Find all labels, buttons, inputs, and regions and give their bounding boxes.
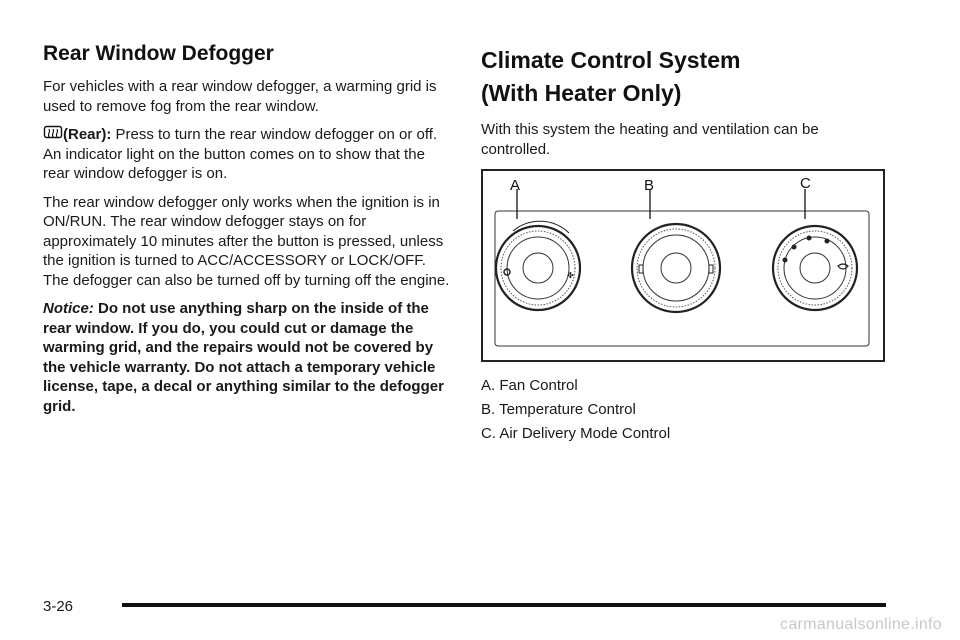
watermark: carmanualsonline.info (780, 616, 942, 633)
svg-text:✤: ✤ (567, 271, 574, 280)
section-heading-climate-line2: (With Heater Only) (481, 80, 682, 106)
notice-body: Do not use anything sharp on the inside of the rear window. If you do, you could cut or damage the warming grid, and the repairs would not be covered by the vehicle warranty. Do not attach a temporary vehicle license, tape, a decal or anything similar to the defogger grid. (43, 300, 444, 415)
right-column (481, 44, 891, 448)
footer-rule (122, 603, 886, 607)
legend-item-temperature: B. Temperature Control (481, 401, 636, 418)
section-heading-rear-defogger: Rear Window Defogger (43, 42, 274, 65)
air-delivery-mode-knob (773, 189, 857, 310)
defogger-intro: For vehicles with a rear window defogger, a warming grid is used to remove fog from the rear window. (43, 78, 437, 115)
rear-defogger-icon (43, 125, 63, 141)
fan-control-knob (496, 189, 580, 310)
figure-label-a: A (510, 177, 521, 194)
figure-label-b: B (644, 177, 655, 194)
climate-control-figure (481, 169, 885, 362)
left-column (43, 42, 451, 425)
defogger-ignition-paragraph: The rear window defogger only works when the ignition is in ON/RUN. The rear window defogger stays on for approximately 10 minutes after the button is pressed, unless the ignition is turned to ACC/ACCESSORY or LOCK/OFF. The defogger can also be turned off by turning off the engine. (43, 193, 450, 289)
notice-lead: Notice: (43, 300, 94, 317)
climate-intro: With this system the heating and ventilation can be controlled. (481, 121, 819, 158)
page-number: 3-26 (43, 598, 74, 615)
legend-item-air-delivery: C. Air Delivery Mode Control (481, 425, 671, 442)
temperature-control-knob (632, 189, 720, 312)
defogger-notice (43, 299, 451, 416)
climate-control-illustration (483, 171, 883, 360)
section-heading-climate-line1: Climate Control System (481, 47, 741, 73)
figure-legend (481, 376, 891, 444)
defogger-button-description: Press to turn the rear window defogger on or off. An indicator light on the button comes on to show that the rear window defogger is on. (43, 126, 438, 182)
defogger-button-paragraph (43, 125, 451, 184)
legend-item-fan: A. Fan Control (481, 377, 578, 394)
defogger-button-label: (Rear): (63, 126, 112, 143)
figure-label-c: C (800, 175, 811, 192)
